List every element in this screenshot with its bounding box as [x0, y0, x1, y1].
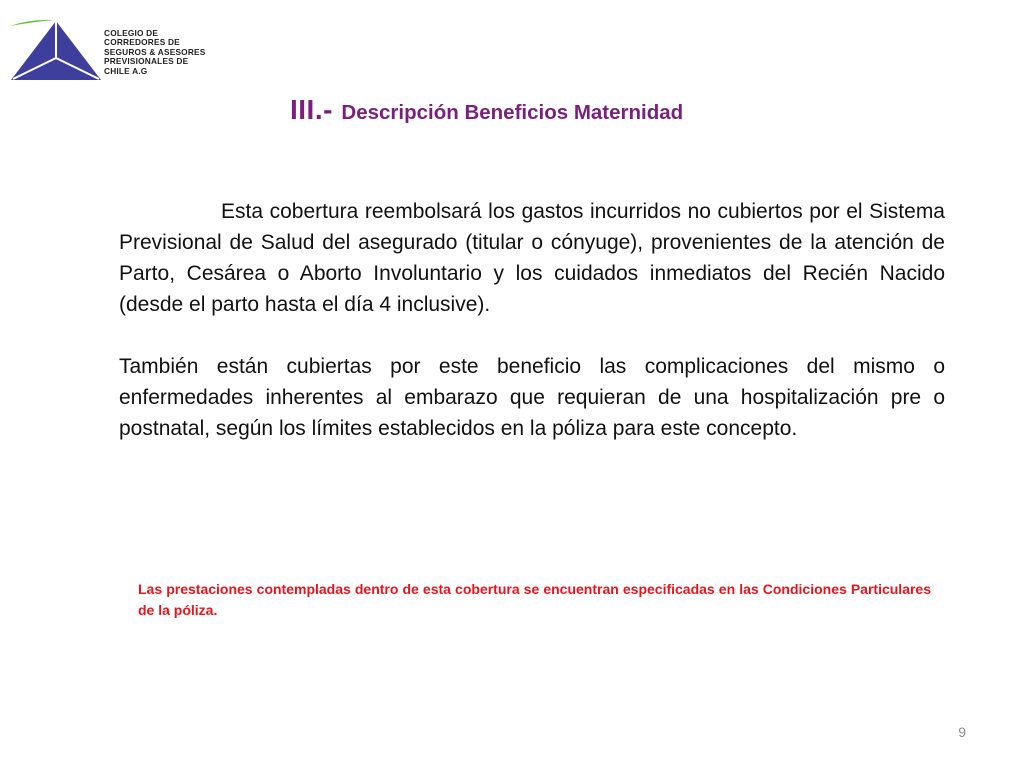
logo-line: PREVISIONALES DE [104, 56, 189, 67]
swoosh-icon [8, 18, 56, 28]
body-paragraph-1: Esta cobertura reembolsará los gastos incurridos no cubiertos por el Sistema Previsional de Salud del asegurado (titular o cónyuge), provenientes de la atención de Parto, Cesárea o Aborto Involuntario y los cuidados inmediatos del Recién Nacido (desde el parto hasta el día 4 inclusive). [119, 200, 945, 316]
logo-line: COLEGIO DE [104, 28, 159, 38]
logo-line: CORREDORES DE [104, 37, 180, 48]
organization-logo [8, 18, 238, 88]
logo-line: CHILE A.G [104, 65, 148, 76]
body-paragraph-2: También están cubiertas por este beneficio las complicaciones del mismo o enfermedades inherentes al embarazo que requieran de una hospitalización pre o postnatal, según los límites establecidos en la póliza para este concepto. [119, 355, 945, 440]
body-content [119, 196, 945, 444]
section-number: III.- [290, 94, 333, 125]
coverage-note: Las prestaciones contempladas dentro de esta cobertura se encuentran especificadas en las Condiciones Particulares de la póliza. [138, 581, 931, 618]
page-title [290, 94, 890, 126]
page-number: 9 [958, 724, 966, 740]
logo-text [104, 29, 234, 76]
logo-line: SEGUROS & ASESORES [104, 46, 206, 57]
section-title: Descripción Beneficios Maternidad [341, 101, 684, 124]
